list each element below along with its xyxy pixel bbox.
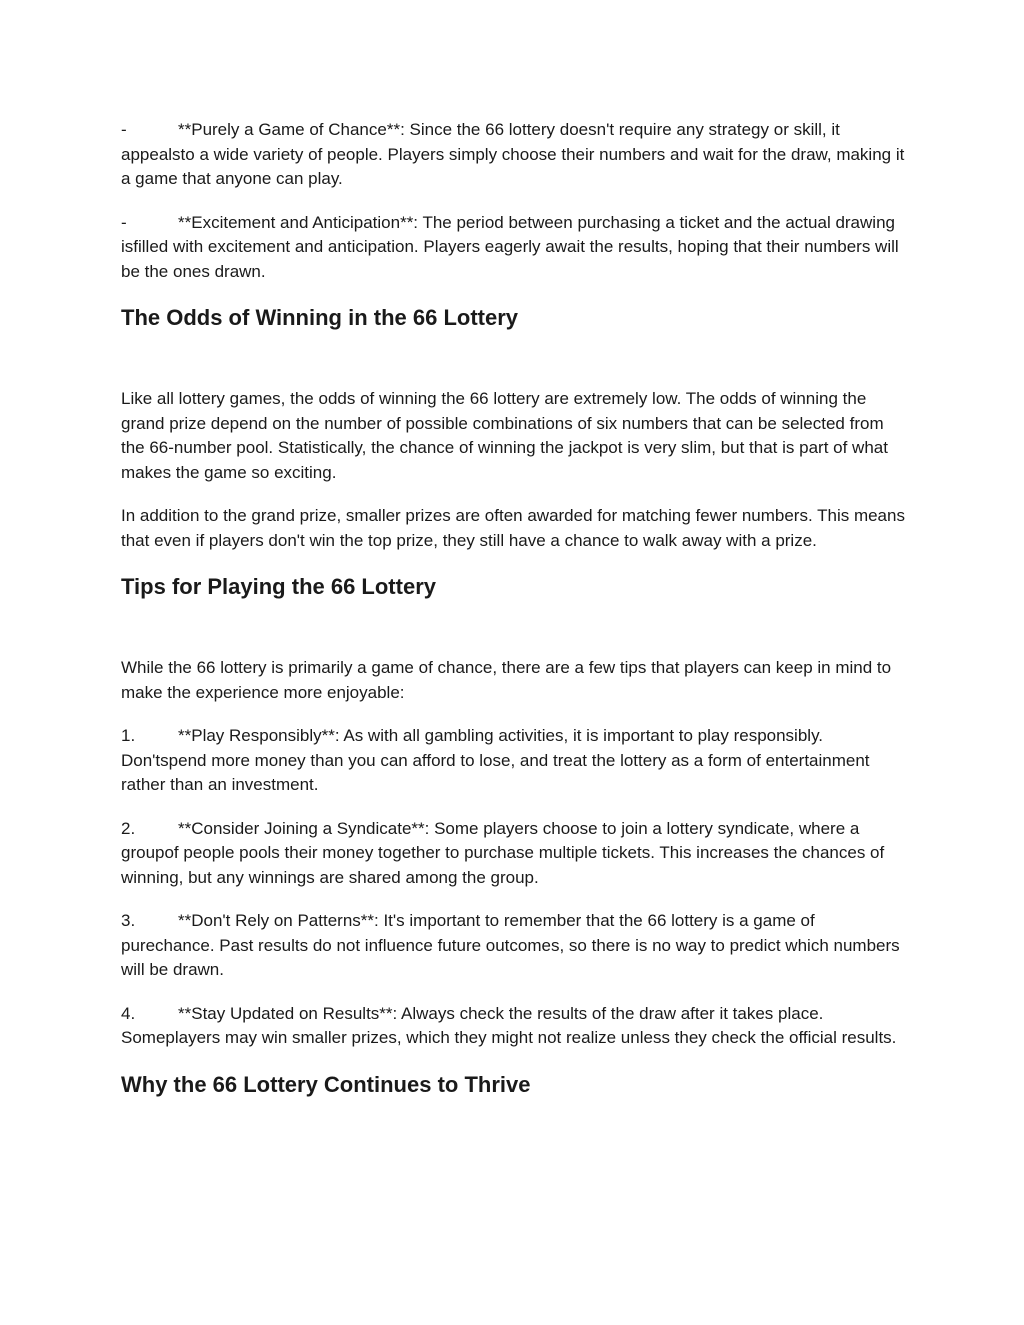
list-marker: 1. <box>121 726 136 745</box>
list-item-text: **Stay Updated on Results**: Always check the results of the draw after it takes place. Someplayers may win smaller prizes, which they might not realize unless they check the official results. <box>121 1003 897 1047</box>
list-marker: - <box>121 212 127 232</box>
list-item-patterns <box>121 909 911 983</box>
list-item-text: **Don't Rely on Patterns**: It's important to remember that the 66 lottery is a game of purechance. Past results do not influence future outcomes, so there is no way to predict which numbers will be drawn. <box>121 911 900 979</box>
paragraph-tips-intro: While the 66 lottery is primarily a game of chance, there are a few tips that players can keep in mind to make the experience more enjoyable: <box>121 658 892 702</box>
list-marker: - <box>121 120 127 139</box>
list-marker: 3. <box>121 911 136 930</box>
paragraph-odds-2: In addition to the grand prize, smaller prizes are often awarded for matching fewer numbers. This means that even if players don't win the top prize, they still have a chance to walk away with a prize. <box>121 506 905 550</box>
list-marker: 2. <box>121 818 136 838</box>
heading-why-thrive: Why the 66 Lottery Continues to Thrive <box>121 1071 531 1097</box>
list-item-text: **Consider Joining a Syndicate**: Some players choose to join a lottery syndicate, where a groupof people pools their money together to purchase multiple tickets. This increases the chances of winning, but any winnings are shared among the group. <box>121 818 885 887</box>
list-item-stay-updated <box>121 1002 911 1051</box>
list-item-text: **Excitement and Anticipation**: The period between purchasing a ticket and the actual drawing isfilled with excitement and anticipation. Players eagerly await the results, hoping that their numbers will be the ones drawn. <box>121 212 899 281</box>
list-item-text: **Purely a Game of Chance**: Since the 66 lottery doesn't require any strategy or skill, it appealsto a wide variety of people. Players simply choose their numbers and wait for the draw, making it a game that anyone can play. <box>121 120 905 188</box>
list-item-syndicate <box>121 817 911 891</box>
list-item-game-of-chance <box>121 118 911 192</box>
list-item-text: **Play Responsibly**: As with all gambling activities, it is important to play responsibly. Don'tspend more money than you can afford to lose, and treat the lottery as a form of entertainment rather than an investment. <box>121 726 870 794</box>
paragraph-odds-1: Like all lottery games, the odds of winning the 66 lottery are extremely low. The odds of winning the grand prize depend on the number of possible combinations of six numbers that can be selected from the 66-number pool. Statistically, the chance of winning the jackpot is very slim, but that is part of what makes the game so exciting. <box>121 389 888 482</box>
list-marker: 4. <box>121 1003 136 1023</box>
list-item-excitement <box>121 211 911 285</box>
heading-tips: Tips for Playing the 66 Lottery <box>121 574 436 599</box>
document-page <box>121 118 911 1100</box>
list-item-play-responsibly <box>121 724 911 798</box>
heading-odds-of-winning: The Odds of Winning in the 66 Lottery <box>121 305 519 330</box>
